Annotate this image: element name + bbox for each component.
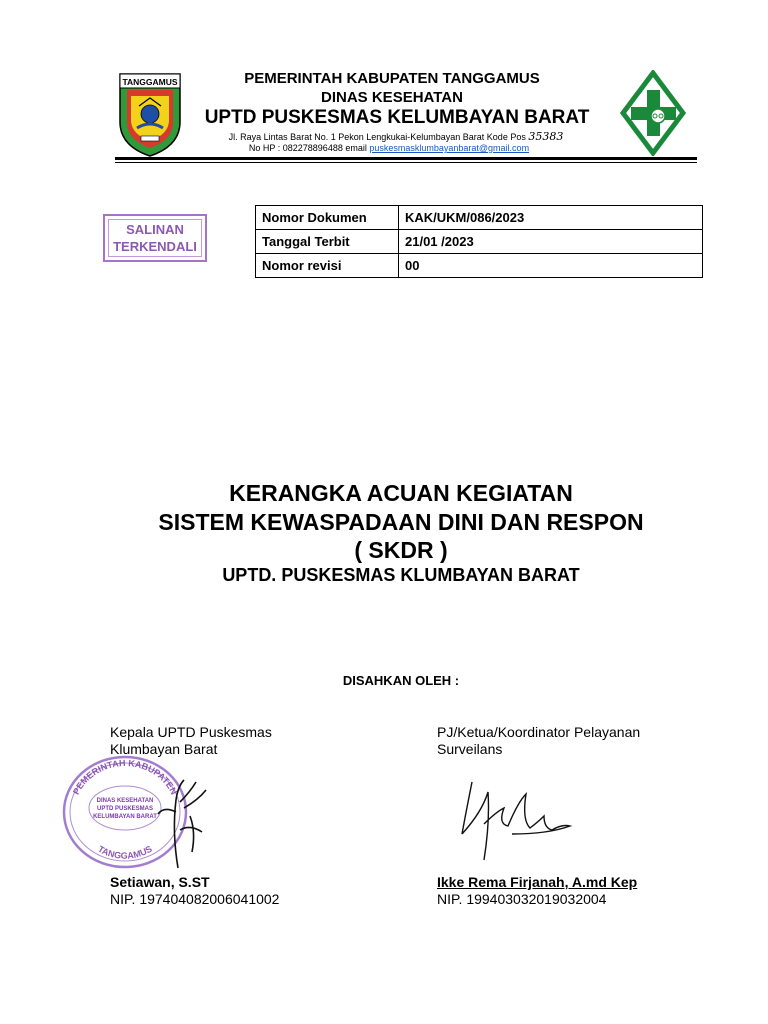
left-signatory-nip: NIP. 197404082006041002 — [110, 891, 280, 907]
email-link[interactable]: puskesmasklumbayanbarat@gmail.com — [369, 143, 530, 153]
postal-code: 35383 — [528, 130, 564, 143]
document-info-table — [255, 205, 703, 278]
left-signatory-name: Setiawan, S.ST — [110, 874, 210, 890]
stamp-inner-line-1: DINAS KESEHATAN — [96, 798, 154, 804]
issue-date-value: 21/01 /2023 — [399, 230, 703, 254]
header-contact — [0, 143, 768, 153]
table-row — [256, 254, 703, 278]
doc-number-label: Nomor Dokumen — [256, 206, 399, 230]
left-position-line-2: Klumbayan Barat — [110, 741, 218, 757]
header-government: PEMERINTAH KABUPATEN TANGGAMUS — [244, 70, 540, 87]
doc-subtitle: UPTD. PUSKESMAS KLUMBAYAN BARAT — [222, 565, 580, 585]
stamp-line-1: SALINAN — [126, 222, 184, 237]
left-signature — [150, 772, 230, 872]
phone-text: No HP : 082278896488 email — [248, 143, 367, 153]
doc-title-line-1: KERANGKA ACUAN KEGIATAN — [229, 480, 573, 506]
header-institution: UPTD PUSKESMAS KELUMBAYAN BARAT — [204, 107, 590, 128]
header-address — [0, 130, 768, 143]
doc-title-line-3: ( SKDR ) — [354, 537, 448, 563]
approval-heading: DISAHKAN OLEH : — [342, 673, 460, 688]
left-position-line-1: Kepala UPTD Puskesmas — [110, 724, 272, 740]
right-position-line-2: Surveilans — [437, 741, 503, 757]
stamp-inner-line-3: KELUMBAYAN BARAT — [93, 814, 157, 820]
address-text: Jl. Raya Lintas Barat No. 1 Pekon Lengkukai-Kelumbayan Barat Kode Pos — [228, 132, 526, 142]
revision-label: Nomor revisi — [256, 254, 399, 278]
right-signature — [452, 772, 582, 864]
header-rule-thin — [115, 162, 697, 163]
doc-number-value: KAK/UKM/086/2023 — [399, 206, 703, 230]
doc-title-line-2: SISTEM KEWASPADAAN DINI DAN RESPON — [158, 509, 644, 535]
right-position-line-1: PJ/Ketua/Koordinator Pelayanan — [437, 724, 641, 740]
left-signatory-block — [110, 874, 279, 908]
header-department: DINAS KESEHATAN — [321, 89, 463, 106]
stamp-inner-line-2: UPTD PUSKESMAS — [96, 806, 154, 812]
header-rule-thick — [115, 157, 697, 160]
controlled-copy-stamp — [103, 214, 207, 262]
issue-date-label: Tanggal Terbit — [256, 230, 399, 254]
stamp-bottom-text: TANGGAMUS — [96, 843, 154, 861]
table-row — [256, 230, 703, 254]
stamp-line-2: TERKENDALI — [113, 239, 197, 254]
right-signatory-nip: NIP. 199403032019032004 — [437, 891, 607, 907]
table-row — [256, 206, 703, 230]
right-signatory-position — [437, 724, 640, 758]
right-signatory-name: Ikke Rema Firjanah, A.md Kep — [437, 874, 638, 890]
right-signatory-block — [437, 874, 637, 908]
logo-label: TANGGAMUS — [122, 77, 178, 87]
stamp-top-text: PEMERINTAH KABUPATEN — [70, 757, 180, 797]
revision-value: 00 — [399, 254, 703, 278]
